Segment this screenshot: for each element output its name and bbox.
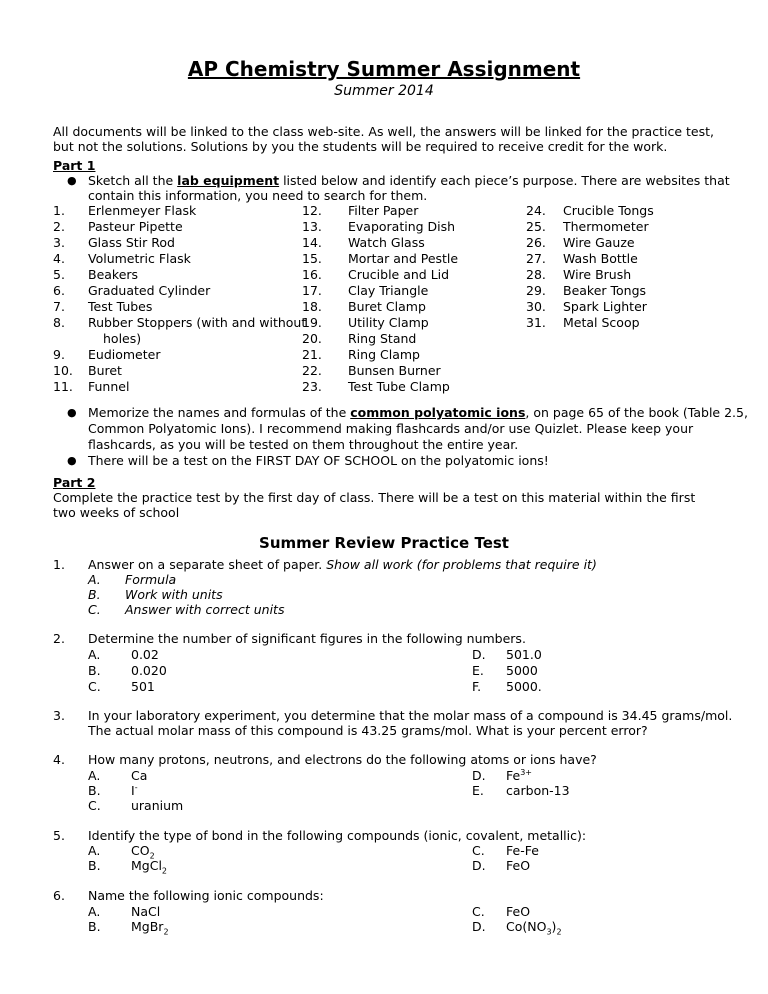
equipment-item: Crucible Tongs [563, 203, 654, 218]
option-letter: B. [88, 919, 101, 934]
option-letter: E. [472, 783, 484, 798]
equipment-item: Volumetric Flask [88, 251, 191, 266]
equipment-item: Buret Clamp [348, 299, 426, 314]
option-letter: F. [472, 679, 482, 694]
question-number: 6. [53, 888, 65, 903]
equipment-num: 27. [526, 251, 546, 266]
equipment-item: Buret [88, 363, 122, 378]
equipment-item: Beakers [88, 267, 139, 282]
equipment-item: Glass Stir Rod [88, 235, 175, 250]
equipment-num: 2. [53, 219, 65, 234]
equipment-item: Spark Lighter [563, 299, 647, 314]
equipment-num: 8. [53, 315, 65, 330]
question-text: Name the following ionic compounds: [88, 888, 324, 903]
option-text: MgCl$_2$ [131, 858, 168, 876]
equipment-item: Beaker Tongs [563, 283, 647, 298]
equipment-num: 30. [526, 299, 546, 314]
equipment-item: Watch Glass [348, 235, 425, 250]
option-letter: A. [88, 768, 101, 783]
option-letter: C. [472, 904, 485, 919]
option-text: $Co(NO_3)_2$ [506, 919, 562, 937]
option-text: uranium [131, 798, 184, 813]
practice-test-title: Summer Review Practice Test [259, 534, 509, 552]
equipment-num: 28. [526, 267, 546, 282]
option-letter: C. [88, 602, 101, 617]
equipment-num: 29. [526, 283, 546, 298]
option-text: NaCl [131, 904, 161, 919]
part1-bullet-line1: Sketch all the lab equipment listed below and identify each piece’s purpose. There are websites that [88, 173, 730, 188]
test-note: There will be a test on the FIRST DAY OF SCHOOL on the polyatomic ions! [88, 453, 549, 468]
option-text: Formula [125, 572, 177, 587]
option-text: $Fe^{3+}$ [506, 767, 532, 783]
document-subtitle: Summer 2014 [334, 83, 434, 99]
option-letter: D. [472, 647, 486, 662]
option-text: 5000 [506, 663, 538, 678]
option-letter: A. [88, 572, 101, 587]
equipment-num: 16. [302, 267, 322, 282]
equipment-num: 21. [302, 347, 322, 362]
part2-text: Complete the practice test by the first day of class. There will be a test on this material within the first two weeks of school [53, 490, 696, 520]
equipment-item: Filter Paper [348, 203, 419, 218]
part2-heading: Part 2 [53, 475, 96, 490]
equipment-item: Clay Triangle [348, 283, 429, 298]
equipment-num: 10. [53, 363, 73, 378]
equipment-num: 31. [526, 315, 546, 330]
option-letter: B. [88, 858, 101, 873]
option-text: MgBr$_2$ [131, 919, 169, 937]
question-number: 3. [53, 708, 65, 723]
option-letter: C. [88, 679, 101, 694]
intro-paragraph: All documents will be linked to the class web-site. As well, the answers will be linked for the practice test, but not the solutions. Solutions by you the students will be required to receive credit for the work. [53, 124, 714, 154]
document-title: AP Chemistry Summer Assignment [187, 57, 581, 81]
equipment-num: 7. [53, 299, 65, 314]
equipment-item: Graduated Cylinder [88, 283, 211, 298]
option-text: Work with units [125, 587, 223, 602]
question-number: 4. [53, 752, 65, 767]
equipment-item: Crucible and Lid [348, 267, 450, 282]
equipment-num: 19. [302, 315, 322, 330]
option-text: I- [131, 782, 138, 798]
option-letter: A. [88, 647, 101, 662]
option-letter: B. [88, 783, 101, 798]
equipment-num: 12. [302, 203, 322, 218]
equipment-item: Thermometer [563, 219, 649, 234]
equipment-num: 23. [302, 379, 322, 394]
equipment-item: Eudiometer [88, 347, 161, 362]
question-text: In your laboratory experiment, you determine that the molar mass of a compound is 34.45 grams/mol. [88, 708, 733, 723]
option-letter: A. [88, 904, 101, 919]
equipment-item: Test Tubes [88, 299, 153, 314]
option-letter: D. [472, 858, 486, 873]
equipment-item-continued: holes) [103, 331, 142, 346]
option-text: $CO_2$ [131, 843, 155, 861]
equipment-num: 6. [53, 283, 65, 298]
option-text: FeO [506, 904, 531, 919]
equipment-num: 11. [53, 379, 73, 394]
option-text: 501 [131, 679, 155, 694]
question-text: Answer on a separate sheet of paper. Show all work (for problems that require it) [88, 557, 597, 572]
option-text: 501.0 [506, 647, 542, 662]
memorize-line2: Common Polyatomic Ions). I recommend making flashcards and/or use Quizlet. Please keep your [88, 421, 694, 436]
lab-equipment-link: lab equipment [177, 173, 280, 188]
equipment-item: Rubber Stoppers (with and without [88, 315, 307, 330]
option-letter: B. [88, 587, 101, 602]
option-letter: D. [472, 919, 486, 934]
equipment-item: Wash Bottle [563, 251, 638, 266]
option-letter: E. [472, 663, 484, 678]
equipment-num: 1. [53, 203, 65, 218]
option-text: FeO [506, 858, 531, 873]
question-text: How many protons, neutrons, and electrons do the following atoms or ions have? [88, 752, 597, 767]
bullet-icon: ● [67, 454, 77, 467]
question-number: 5. [53, 828, 65, 843]
memorize-line1: Memorize the names and formulas of the common polyatomic ions, on page 65 of the book (Table 2.5, [88, 405, 748, 420]
equipment-item: Ring Stand [348, 331, 417, 346]
equipment-item: Utility Clamp [348, 315, 429, 330]
equipment-num: 3. [53, 235, 65, 250]
equipment-item: Ring Clamp [348, 347, 420, 362]
option-letter: B. [88, 663, 101, 678]
equipment-num: 20. [302, 331, 322, 346]
polyatomic-ions-link: common polyatomic ions [350, 405, 526, 420]
equipment-num: 13. [302, 219, 322, 234]
option-letter: C. [88, 798, 101, 813]
option-letter: D. [472, 768, 486, 783]
equipment-num: 14. [302, 235, 322, 250]
equipment-item: Pasteur Pipette [88, 219, 183, 234]
equipment-num: 26. [526, 235, 546, 250]
equipment-num: 15. [302, 251, 322, 266]
part1-bullet-line2: contain this information, you need to search for them. [88, 188, 428, 203]
equipment-num: 17. [302, 283, 322, 298]
equipment-num: 22. [302, 363, 322, 378]
option-letter: A. [88, 843, 101, 858]
option-text: 0.02 [131, 647, 159, 662]
memorize-line3: flashcards, as you will be tested on them throughout the entire year. [88, 437, 519, 452]
question-number: 2. [53, 631, 65, 646]
bullet-icon: ● [67, 174, 77, 187]
question-text: Determine the number of significant figures in the following numbers. [88, 631, 526, 646]
question-text: The actual molar mass of this compound is 43.25 grams/mol. What is your percent error? [88, 723, 648, 738]
bullet-icon: ● [67, 406, 77, 419]
equipment-item: Mortar and Pestle [348, 251, 459, 266]
equipment-item: Evaporating Dish [348, 219, 456, 234]
equipment-num: 5. [53, 267, 65, 282]
equipment-item: Wire Gauze [563, 235, 635, 250]
option-letter: C. [472, 843, 485, 858]
option-text: carbon-13 [506, 783, 570, 798]
equipment-item: Funnel [88, 379, 130, 394]
equipment-num: 18. [302, 299, 322, 314]
option-text: Ca [131, 768, 148, 783]
equipment-num: 4. [53, 251, 65, 266]
option-text: 5000. [506, 679, 542, 694]
option-text: Answer with correct units [125, 602, 285, 617]
equipment-item: Metal Scoop [563, 315, 640, 330]
question-text: Identify the type of bond in the following compounds (ionic, covalent, metallic): [88, 828, 587, 843]
part1-heading: Part 1 [53, 158, 96, 173]
equipment-item: Test Tube Clamp [348, 379, 450, 394]
equipment-num: 24. [526, 203, 546, 218]
equipment-num: 9. [53, 347, 65, 362]
equipment-item: Erlenmeyer Flask [88, 203, 197, 218]
option-text: Fe-Fe [506, 843, 539, 858]
equipment-num: 25. [526, 219, 546, 234]
equipment-item: Wire Brush [563, 267, 632, 282]
option-text: 0.020 [131, 663, 167, 678]
question-number: 1. [53, 557, 65, 572]
equipment-item: Bunsen Burner [348, 363, 441, 378]
